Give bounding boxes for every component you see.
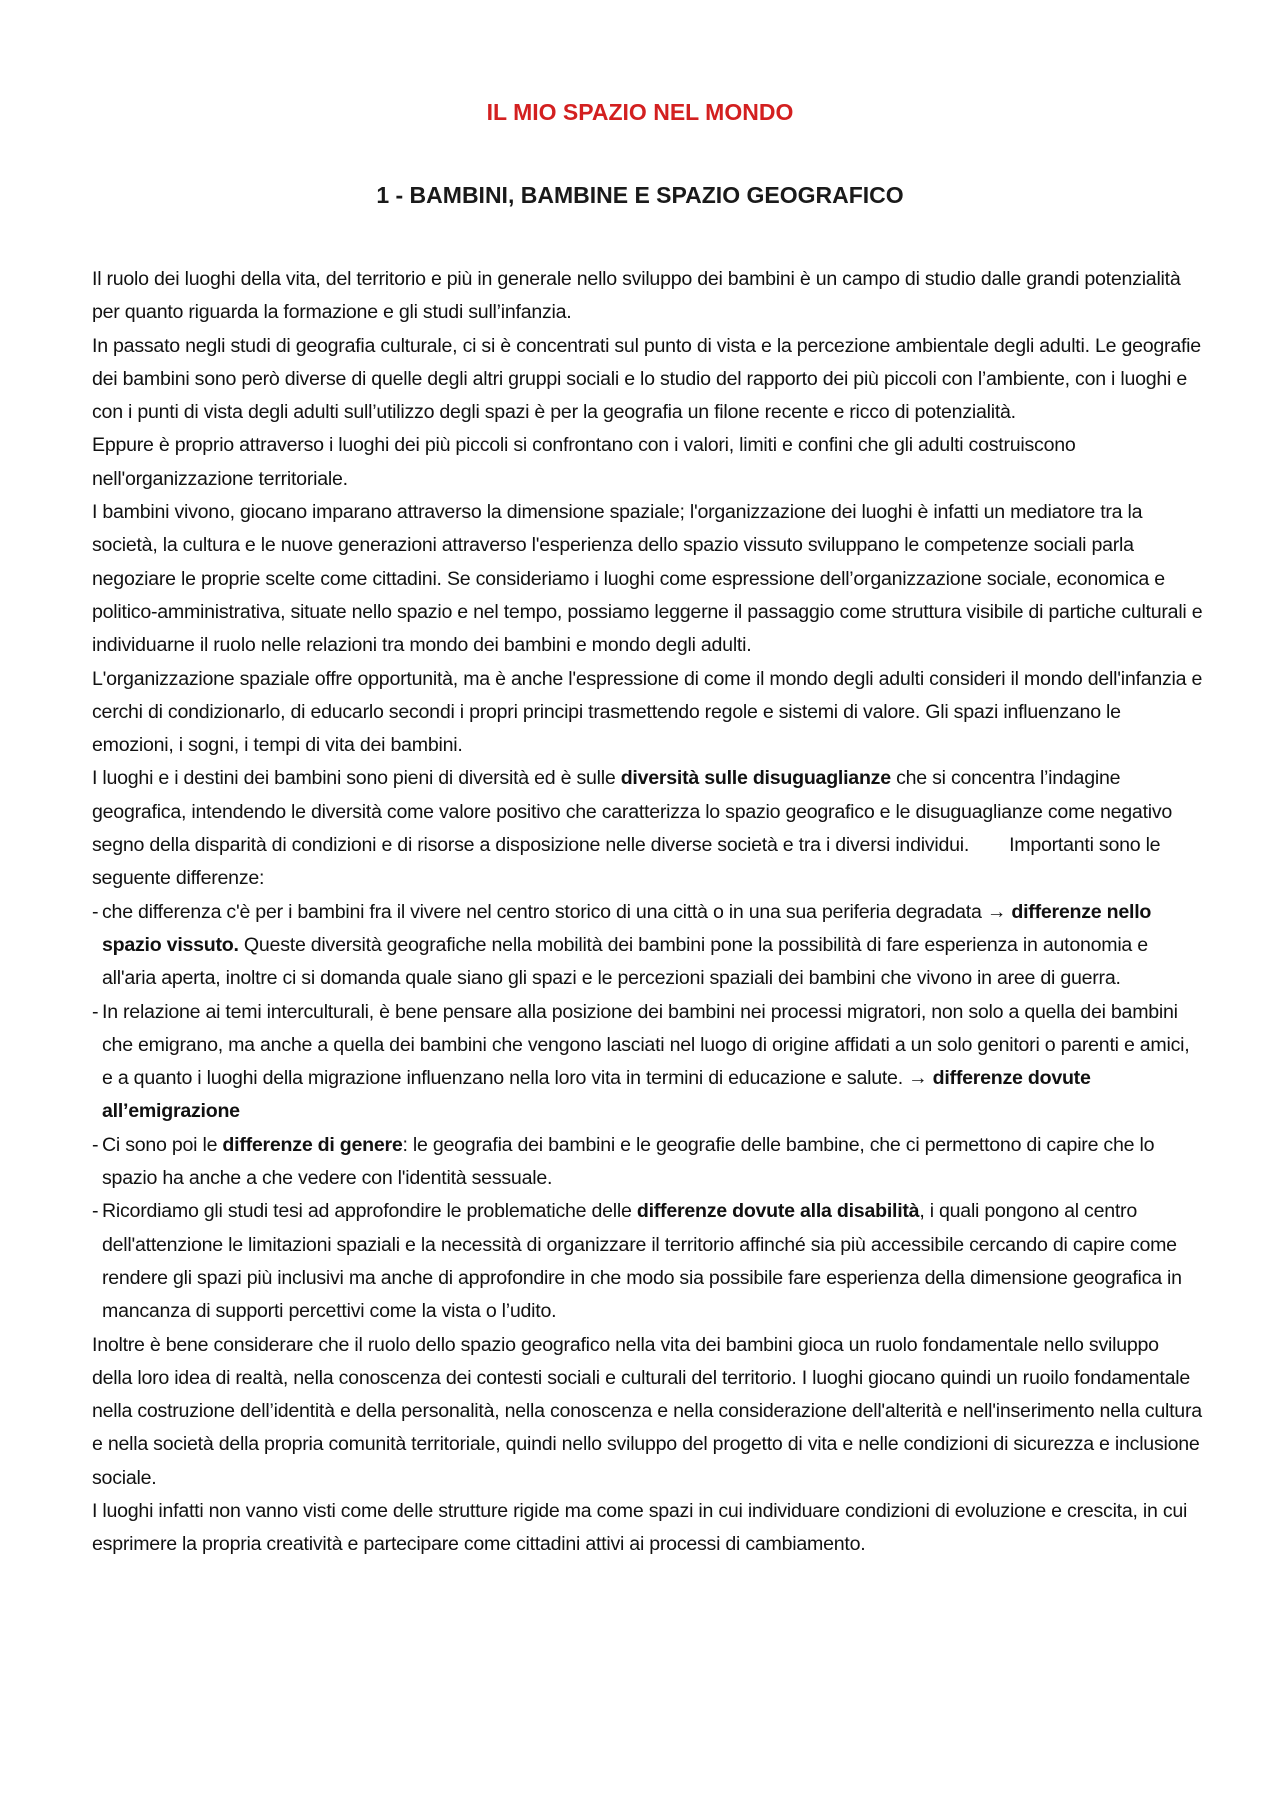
paragraph: I luoghi infatti non vanno visti come delle strutture rigide ma come spazi in cui individuare condizioni di evoluzione e crescita, in cui esprimere la propria creatività e partecipare come cittadini attivi ai processi di cambiamento. (92, 1499, 1188, 1556)
paragraph (92, 762, 1204, 895)
paragraph: I bambini vivono, giocano imparano attraverso la dimensione spaziale; l'organizzazione dei luoghi è infatti un mediatore tra la società, la cultura e le nuove generazioni attraverso l'esperienza dello spazio vissuto sviluppano le competenze sociali parla negoziare le proprie scelte come cittadini. Se consideriamo i luoghi come espressione dell’organizzazione sociale, economica e politico-amministrativa, situate nello spazio e nel tempo, possiamo leggerne il passaggio come struttura visibile di partiche culturali e individuarne il ruolo nelle relazioni tra mondo dei bambini e mondo degli adulti. (92, 501, 1203, 657)
document-body (92, 263, 1204, 1562)
paragraph: In passato negli studi di geografia culturale, ci si è concentrati sul punto di vista e la percezione ambientale degli adulti. Le geografie dei bambini sono però diverse di quelle degli altri gruppi sociali e lo studio del rapporto dei più piccoli con l’ambiente, con i luoghi e con i punti di vista degli adulti sull’utilizzo degli spazi è per la geografia un filone recente e ricco di potenzialità. (92, 334, 1201, 424)
text-run: Queste diversità geografiche nella mobilità dei bambini pone la possibilità di fare esperienza in autonomia e all'aria aperta, inoltre ci si domanda quale siano gli spazi e le percezioni spaziali dei bambini che vivono in aree di guerra. (102, 933, 1148, 990)
arrow-icon: → (908, 1067, 928, 1090)
bold-term: differenze dovute all’emigrazione (102, 1067, 1091, 1123)
paragraph: Il ruolo dei luoghi della vita, del territorio e più in generale nello sviluppo dei bambini è un campo di studio dalle grandi potenzialità per quanto riguarda la formazione e gli studi sull’infanzia. (92, 268, 1181, 324)
text-run: Ci sono poi le (102, 1133, 223, 1156)
text-run: Importanti sono le seguente differenze: (92, 834, 1161, 890)
list-item (92, 896, 1204, 996)
dash-bullet: - (92, 1133, 99, 1156)
list-item (92, 1129, 1204, 1196)
differences-list (92, 896, 1204, 1329)
bold-term: differenze di genere (222, 1133, 403, 1156)
text-run: : le geografia dei bambini e le geografie delle bambine, che ci permettono di capire che lo spazio ha anche a che vedere con l'identità sessuale. (102, 1133, 1155, 1190)
dash-bullet: - (92, 900, 99, 923)
text-run: In relazione ai temi interculturali, è bene pensare alla posizione dei bambini nei processi migratori, non solo a quella dei bambini che emigrano, ma anche a quella dei bambini che vengono lasciati nel luogo di origine affidati a un solo genitori o parenti e amici, e a quanto i luoghi della migrazione influenzano nella loro vita in termini di educazione e salute. (102, 1000, 1190, 1090)
text-run: Ricordiamo gli studi tesi ad approfondire le problematiche delle (102, 1200, 637, 1223)
dash-bullet: - (92, 1000, 99, 1023)
text-run: che si concentra l’indagine geografica, intendendo le diversità come valore positivo che caratterizza lo spazio geografico e le disuguaglianze come negativo segno della disparità di condizioni e di risorse a disposizione nelle diverse società e tra i diversi individui. (92, 767, 1173, 857)
text-run: I luoghi e i destini dei bambini sono pieni di diversità ed è sulle (92, 767, 621, 790)
paragraph: Inoltre è bene considerare che il ruolo dello spazio geografico nella vita dei bambini gioca un ruolo fondamentale nello sviluppo della loro idea di realtà, nella conoscenza dei contesti sociali e culturali del territorio. I luoghi giocano quindi un ruoilo fondamentale nella costruzione dell’identità e della personalità, nella conoscenza e nella considerazione dell'alterità e nell'inserimento nella cultura e nella società della propria comunità territoriale, quindi nello sviluppo del progetto di vita e nelle condizioni di sicurezza e inclusione sociale. (92, 1333, 1202, 1489)
bold-term: differenze nello spazio vissuto. (102, 900, 1152, 956)
bold-term: differenze dovute alla disabilità (636, 1200, 920, 1223)
section-heading: 1 - BAMBINI, BAMBINE E SPAZIO GEOGRAFICO (376, 182, 904, 208)
dash-bullet: - (92, 1200, 99, 1223)
document-title: IL MIO SPAZIO NEL MONDO (486, 99, 794, 125)
paragraph: L'organizzazione spaziale offre opportunità, ma è anche l'espressione di come il mondo degli adulti consideri il mondo dell'infanzia e cerchi di condizionarlo, di educarlo secondi i propri principi trasmettendo regole e sistemi di valore. Gli spazi influenzano le emozioni, i sogni, i tempi di vita dei bambini. (92, 667, 1203, 757)
paragraph: Eppure è proprio attraverso i luoghi dei più piccoli si confrontano con i valori, limiti e confini che gli adulti costruiscono nell'organizzazione territoriale. (92, 434, 1076, 490)
bold-term: diversità sulle disuguaglianze (620, 767, 891, 790)
text-run: , i quali pongono al centro dell'attenzione le limitazioni spaziali e la necessità di organizzare il territorio affinché sia più accessibile cercando di capire come rendere gli spazi più inclusivi ma anche di approfondire in che modo sia possibile fare esperienza della dimensione geografica in mancanza di supporti percettivi come la vista o l’udito. (102, 1200, 1182, 1323)
arrow-icon: → (986, 900, 1007, 923)
list-item (92, 1195, 1204, 1328)
list-item (92, 996, 1204, 1129)
text-run: che differenza c'è per i bambini fra il vivere nel centro storico di una città o in una sua periferia degradata (102, 900, 982, 923)
